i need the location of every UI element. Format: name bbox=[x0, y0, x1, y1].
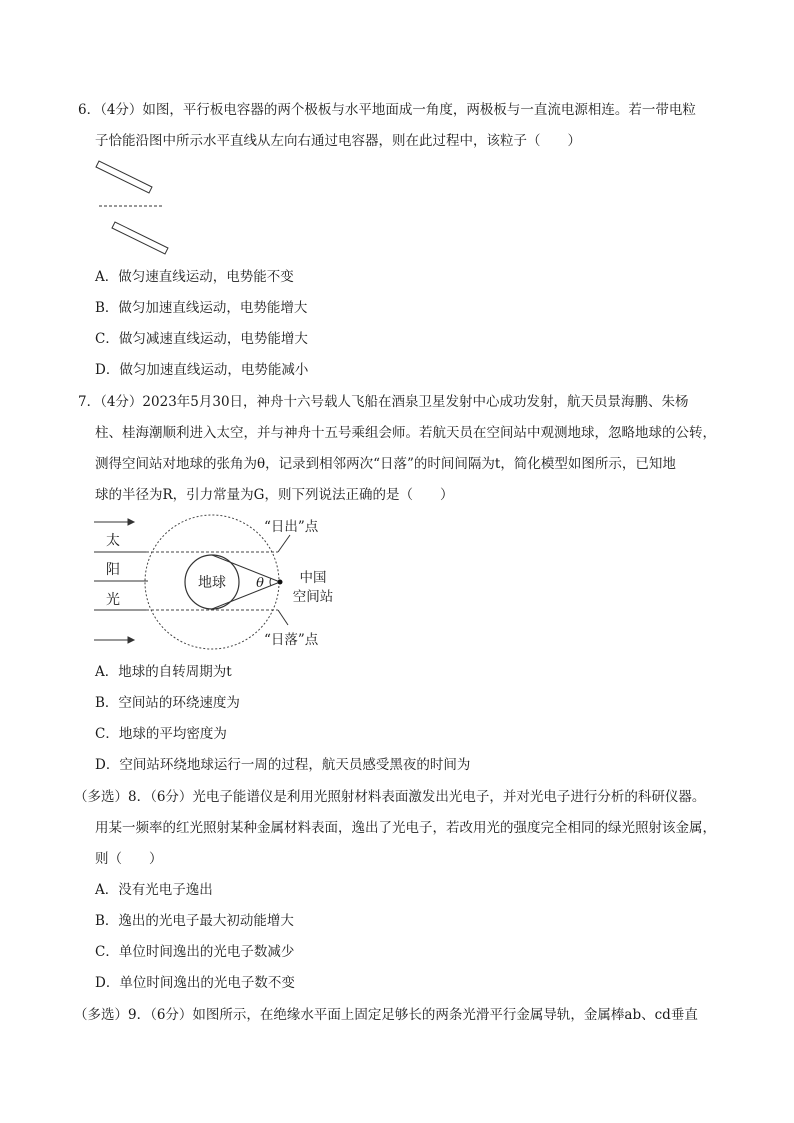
station-label-line2: 空间站 bbox=[292, 589, 334, 605]
upper-plate bbox=[96, 161, 152, 193]
sunset-leader bbox=[278, 610, 288, 625]
sunlight-char-2: 阳 bbox=[106, 562, 120, 578]
q7-stem-line3: 测得空间站对地球的张角为θ，记录到相邻两次“日落”的时间间隔为t，简化模型如图所示，已知地 bbox=[95, 456, 676, 472]
angle-theta-label: θ bbox=[256, 576, 264, 591]
q7-stem-line2: 柱、桂海潮顺利进入太空，并与神舟十五号乘组会师。若航天员在空间站中观测地球，忽略地球的公转， bbox=[95, 425, 716, 441]
q6-option-c: C．做匀减速直线运动，电势能增大 bbox=[95, 331, 308, 347]
q7-stem-line4: 球的半径为R，引力常量为G，则下列说法正确的是（ ） bbox=[95, 487, 454, 503]
sunset-label: “日落”点 bbox=[264, 632, 319, 648]
q7-orbit-figure bbox=[90, 512, 350, 654]
earth-label: 地球 bbox=[198, 575, 226, 591]
q9-stem-line1: （多选）9．（6分）如图所示，在绝缘水平面上固定足够长的两条光滑平行金属导轨，金属棒ab、cd垂直 bbox=[74, 1007, 698, 1023]
space-station-dot bbox=[278, 580, 283, 585]
sunrise-leader bbox=[278, 535, 290, 552]
sunlight-char-1: 太 bbox=[106, 533, 120, 549]
sunlight-char-3: 光 bbox=[106, 592, 120, 608]
angle-arc bbox=[270, 578, 271, 586]
q8-option-a: A．没有光电子逸出 bbox=[95, 882, 213, 898]
q7-option-b: B．空间站的环绕速度为 bbox=[95, 695, 240, 711]
q7-stem-line1: 7．（4分）2023年5月30日，神舟十六号载人飞船在酒泉卫星发射中心成功发射，航天员景海鹏、朱杨 bbox=[78, 394, 689, 410]
q8-option-b: B．逸出的光电子最大初动能增大 bbox=[95, 913, 294, 929]
q7-option-c: C．地球的平均密度为 bbox=[95, 726, 227, 742]
lower-plate bbox=[112, 222, 168, 254]
q8-option-d: D．单位时间逸出的光电子数不变 bbox=[95, 975, 295, 991]
q6-stem-line2: 子恰能沿图中所示水平直线从左向右通过电容器，则在此过程中，该粒子（ ） bbox=[95, 133, 581, 149]
q8-stem-line3: 则（ ） bbox=[95, 851, 163, 867]
sunlight-arrows bbox=[94, 519, 148, 643]
q6-option-b: B．做匀加速直线运动，电势能增大 bbox=[95, 300, 308, 316]
station-label-line1: 中国 bbox=[299, 570, 327, 586]
q6-stem-line1: 6．（4分）如图，平行板电容器的两个极板与水平地面成一角度，两极板与一直流电源相连。若一带电粒 bbox=[78, 102, 696, 118]
q6-option-a: A．做匀速直线运动，电势能不变 bbox=[95, 269, 294, 285]
q8-stem-line1: （多选）8．（6分）光电子能谱仪是利用光照射材料表面激发出光电子，并对光电子进行分析的科研仪器。 bbox=[74, 789, 706, 805]
q7-option-a: A．地球的自转周期为t bbox=[95, 664, 232, 680]
sunrise-label: “日出”点 bbox=[264, 519, 319, 535]
q7-option-d: D．空间站环绕地球运行一周的过程，航天员感受黑夜的时间为 bbox=[95, 757, 471, 773]
q6-option-d: D．做匀加速直线运动，电势能减小 bbox=[95, 362, 309, 378]
q6-capacitor-figure bbox=[90, 160, 180, 255]
q8-stem-line2: 用某一频率的红光照射某种金属材料表面，逸出了光电子，若改用光的强度完全相同的绿光照射该金属， bbox=[95, 820, 716, 836]
q8-option-c: C．单位时间逸出的光电子数减少 bbox=[95, 944, 295, 960]
